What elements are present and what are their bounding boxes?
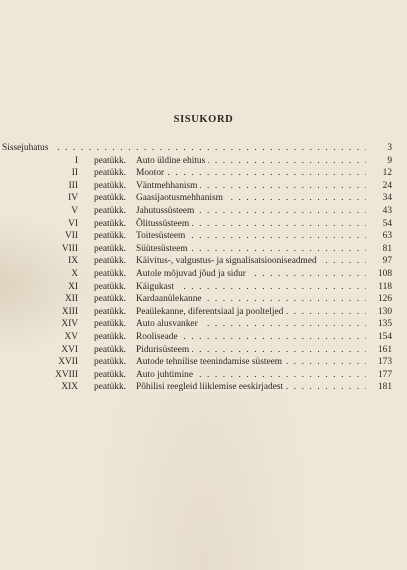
- chapter-number: X: [71, 268, 78, 279]
- chapter-number: VI: [68, 218, 78, 229]
- toc-row: [0, 268, 392, 281]
- chapter-word: peatükk.: [94, 155, 127, 166]
- chapter-page-number: 34: [382, 193, 392, 204]
- chapter-number: IV: [68, 193, 78, 204]
- chapter-title: Käigukast: [136, 282, 177, 292]
- chapter-word: peatükk.: [94, 205, 127, 216]
- chapter-number: VII: [64, 231, 78, 242]
- chapter-page-number: 9: [387, 155, 392, 166]
- intro-page-number: 3: [387, 143, 392, 153]
- chapter-page-number: 173: [377, 357, 392, 368]
- toc-entry: [136, 268, 366, 281]
- toc-row: [0, 369, 392, 382]
- chapter-title: Auto üldine ehitus: [136, 156, 208, 166]
- chapter-number: XIV: [61, 319, 78, 330]
- toc-row: [0, 243, 392, 256]
- toc-row: [0, 180, 392, 193]
- page-title: SISUKORD: [173, 114, 234, 125]
- chapter-title: Auto alusvanker: [136, 319, 201, 329]
- chapter-word: peatükk.: [94, 256, 127, 267]
- toc-row: [0, 306, 392, 319]
- chapter-page-number: 81: [382, 243, 392, 254]
- toc-entry: [136, 293, 366, 306]
- chapter-page-number: 130: [377, 306, 392, 317]
- chapter-page-number: 43: [382, 205, 392, 216]
- toc-row: [0, 344, 392, 357]
- intro-title: Sissejuhatus: [2, 143, 51, 153]
- chapter-word: peatükk.: [94, 281, 127, 292]
- chapter-title: Rooliseade: [136, 332, 181, 342]
- chapter-word: peatükk.: [94, 306, 127, 317]
- chapter-number: V: [71, 205, 78, 216]
- toc-row: [0, 381, 392, 394]
- chapter-word: peatükk.: [94, 268, 127, 279]
- chapter-title: Autode tehnilise teenindamise süsteem: [136, 357, 285, 367]
- toc-entry: [136, 167, 366, 180]
- chapter-number: XVIII: [55, 369, 78, 380]
- chapter-word: peatükk.: [94, 319, 127, 330]
- chapter-page-number: 135: [377, 319, 392, 330]
- chapter-page-number: 181: [377, 382, 392, 393]
- toc-row: [0, 293, 392, 306]
- toc-entry: [136, 192, 366, 205]
- chapter-word: peatükk.: [94, 369, 127, 380]
- chapter-title: Põhilisi reegleid liiklemise eeskirjadest: [136, 382, 286, 392]
- chapter-number: IX: [68, 256, 78, 267]
- chapter-page-number: 154: [377, 331, 392, 342]
- toc-entry: [136, 356, 366, 369]
- toc-entry: [136, 230, 366, 243]
- chapter-title: Käivitus-, valgustus- ja signalisatsiooniseadmed: [136, 256, 320, 266]
- toc-entry: [136, 369, 366, 382]
- toc-entry: [136, 281, 366, 294]
- chapter-title: Süütesüsteem: [136, 244, 191, 254]
- chapter-page-number: 24: [382, 180, 392, 191]
- chapter-word: peatükk.: [94, 231, 127, 242]
- toc-entry: [136, 255, 366, 268]
- chapter-title: Mootor: [136, 168, 167, 178]
- toc-entry: [136, 344, 366, 357]
- chapter-word: peatükk.: [94, 294, 127, 305]
- toc-entry: [136, 205, 366, 218]
- chapter-title: Gaasijaotusmehhanism: [136, 193, 226, 203]
- toc-entry: [136, 218, 366, 231]
- chapter-title: Auto juhtimine: [136, 370, 196, 380]
- chapter-title: Kardaanülekanne: [136, 294, 205, 304]
- toc-row: [0, 356, 392, 369]
- toc-row: [0, 230, 392, 243]
- toc-row: [0, 205, 392, 218]
- chapter-title: Õlitussüsteem: [136, 219, 192, 229]
- toc-row: [0, 331, 392, 344]
- toc-entry: [136, 180, 366, 193]
- chapter-number: XII: [64, 294, 78, 305]
- chapter-page-number: 118: [378, 281, 392, 292]
- chapter-title: Peaülekanne, diferentsiaal ja poolteljed: [136, 307, 286, 317]
- chapter-number: VIII: [61, 243, 78, 254]
- chapter-page-number: 108: [377, 268, 392, 279]
- toc-entry: [136, 306, 366, 319]
- chapter-page-number: 63: [382, 231, 392, 242]
- chapter-title: Jahutussüsteem: [136, 206, 197, 216]
- toc-entry: [136, 243, 366, 256]
- chapter-number: XIII: [61, 306, 78, 317]
- chapter-word: peatükk.: [94, 344, 127, 355]
- chapter-number: II: [71, 168, 78, 179]
- chapter-word: peatükk.: [94, 382, 127, 393]
- chapter-word: peatükk.: [94, 357, 127, 368]
- chapter-number: I: [74, 155, 78, 166]
- toc-row: [0, 192, 392, 205]
- chapter-word: peatükk.: [94, 193, 127, 204]
- toc-entry: [136, 155, 366, 168]
- toc-entry: [136, 318, 366, 331]
- toc-row: [0, 281, 392, 294]
- chapter-page-number: 126: [377, 294, 392, 305]
- toc-row: [0, 167, 392, 180]
- chapter-word: peatükk.: [94, 180, 127, 191]
- chapter-number: XVI: [61, 344, 78, 355]
- toc-row-intro: [0, 142, 392, 155]
- chapter-page-number: 177: [377, 369, 392, 380]
- chapter-title: Autole mõjuvad jõud ja sidur: [136, 269, 249, 279]
- chapter-page-number: 161: [377, 344, 392, 355]
- chapter-word: peatükk.: [94, 168, 127, 179]
- chapter-title: Toitesüsteem: [136, 231, 188, 241]
- toc-row: [0, 255, 392, 268]
- chapter-number: XI: [68, 281, 78, 292]
- table-of-contents: [0, 142, 392, 394]
- toc-entry: [136, 331, 366, 344]
- chapter-title: Väntmehhanism: [136, 181, 200, 191]
- chapter-word: peatükk.: [94, 218, 127, 229]
- chapter-word: peatükk.: [94, 243, 127, 254]
- chapter-number: XVII: [58, 357, 78, 368]
- chapter-page-number: 54: [382, 218, 392, 229]
- toc-entry-intro: [2, 142, 366, 155]
- toc-row: [0, 218, 392, 231]
- chapter-page-number: 12: [382, 168, 392, 179]
- toc-row: [0, 155, 392, 168]
- toc-entry: [136, 381, 366, 394]
- chapter-page-number: 97: [382, 256, 392, 267]
- chapter-word: peatükk.: [94, 331, 127, 342]
- toc-row: [0, 318, 392, 331]
- chapter-number: III: [68, 180, 78, 191]
- chapter-number: XV: [64, 331, 78, 342]
- chapter-number: XIX: [61, 382, 78, 393]
- chapter-title: Pidurisüsteem: [136, 345, 192, 355]
